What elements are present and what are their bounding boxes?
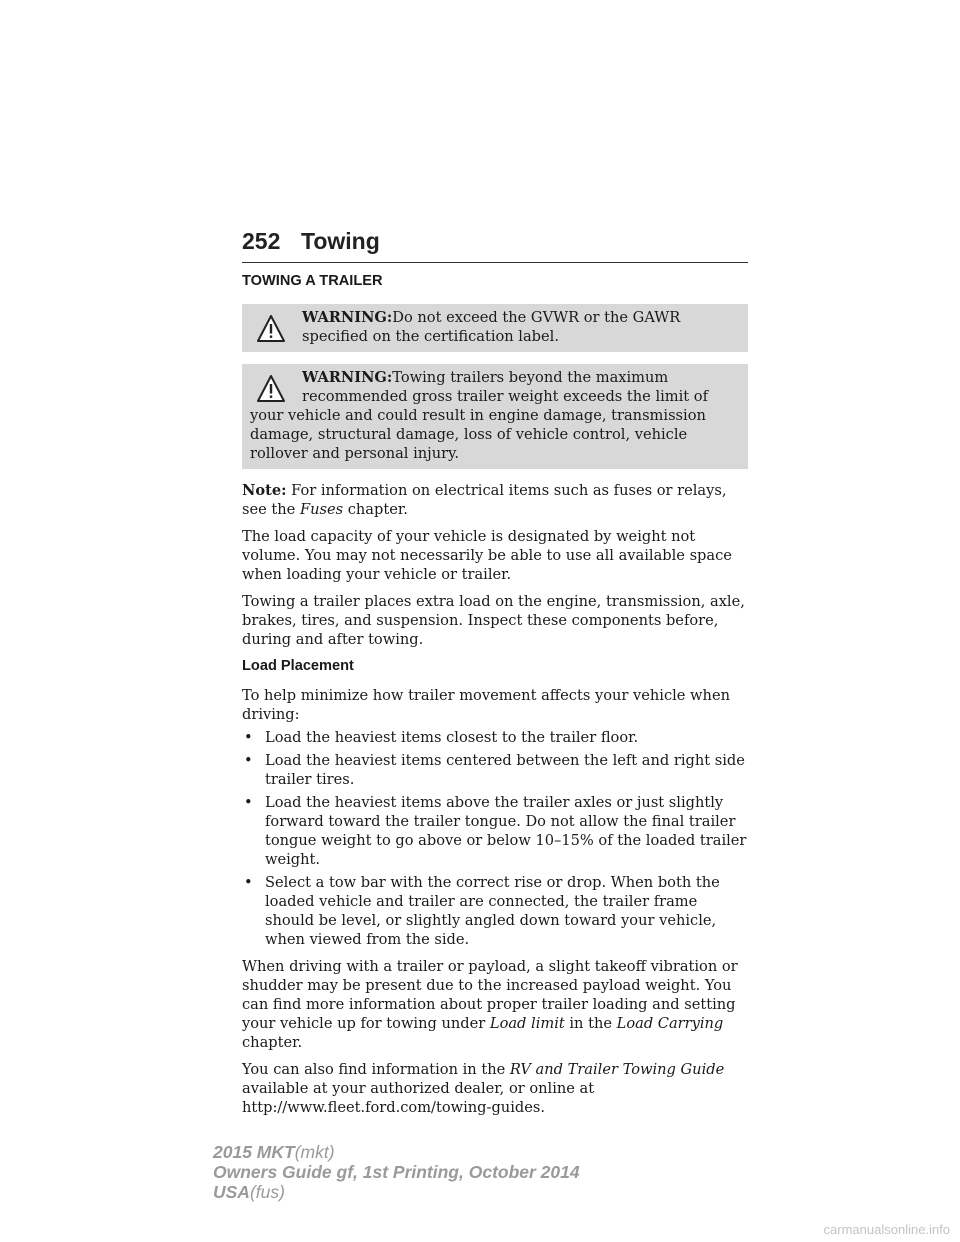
note-tail: chapter. <box>347 501 408 518</box>
guide-tail: available at your authorized dealer, or online at http://www.fleet.ford.com/towing-guides. <box>242 1080 595 1116</box>
warning-text-2 <box>250 368 740 463</box>
bullet: • <box>244 794 253 811</box>
chapter-title: Towing <box>301 228 380 254</box>
list-item-text: Select a tow bar with the correct rise or drop. When both the loaded vehicle and trailer are connected, the trailer frame should be level, or slightly angled down toward your vehicle, when viewed from the side. <box>265 874 720 948</box>
list-item <box>242 793 748 869</box>
footer-line-1 <box>213 1142 580 1162</box>
page-content <box>242 272 748 1125</box>
list-item-text: Load the heaviest items closest to the trailer floor. <box>265 729 639 746</box>
list-item-text: Load the heaviest items centered between the left and right side trailer tires. <box>265 752 745 788</box>
bullet: • <box>244 752 253 769</box>
bullet: • <box>244 874 253 891</box>
guide-ref: RV and Trailer Towing Guide <box>509 1061 725 1078</box>
list-item <box>242 728 748 747</box>
note-label: Note: <box>242 482 287 499</box>
footer-model: 2015 MKT <box>213 1142 295 1162</box>
note-paragraph <box>242 481 748 519</box>
warning-text-1 <box>250 308 740 346</box>
note-ref: Fuses <box>299 501 344 518</box>
payload-text: When driving with a trailer or payload, a slight takeoff vibration or shudder may be present due to the increased payload weight. You can find more information about proper trailer loading and setting your vehicle up for towing under <box>242 958 738 1032</box>
page-header <box>242 228 748 263</box>
warning-box-2 <box>242 364 748 469</box>
paragraph-extra-load: Towing a trailer places extra load on the engine, transmission, axle, brakes, tires, and suspension. Inspect these components before, during and after towing. <box>242 593 745 648</box>
paragraph-payload <box>242 957 748 1052</box>
warning-box-1 <box>242 304 748 352</box>
section-title: TOWING A TRAILER <box>242 273 383 289</box>
note-text: For information on electrical items such as fuses or relays, see the <box>242 482 727 518</box>
print-footer <box>213 1142 580 1202</box>
warning-triangle-icon <box>256 312 286 346</box>
footer-line-2: Owners Guide gf, 1st Printing, October 2014 <box>213 1162 580 1182</box>
paragraph-guide <box>242 1060 748 1117</box>
payload-mid: in the <box>569 1015 612 1032</box>
footer-market-code: (fus) <box>249 1182 285 1202</box>
load-placement-heading: Load Placement <box>242 658 354 674</box>
load-placement-list <box>242 728 748 949</box>
watermark: carmanualsonline.info <box>823 1222 950 1237</box>
warning-triangle-icon <box>256 372 286 406</box>
load-placement-intro: To help minimize how trailer movement affects your vehicle when driving: <box>242 687 730 723</box>
warning-label-1: WARNING: <box>302 309 393 326</box>
warning-body-1: Do not exceed the GVWR or the GAWR specified on the certification label. <box>302 309 681 345</box>
footer-model-code: (mkt) <box>294 1142 335 1162</box>
page-number: 252 <box>242 228 281 254</box>
guide-text: You can also find information in the <box>242 1061 506 1078</box>
footer-market: USA <box>213 1182 250 1202</box>
list-item-text: Load the heaviest items above the trailer axles or just slightly forward toward the trailer tongue. Do not allow the final trailer tongue weight to go above or below 10–15% of the loaded trailer weight. <box>265 794 747 868</box>
bullet: • <box>244 729 253 746</box>
paragraph-load-capacity: The load capacity of your vehicle is designated by weight not volume. You may not necessarily be able to use all available space when loading your vehicle or trailer. <box>242 528 732 583</box>
footer-line-3 <box>213 1182 580 1202</box>
warning-label-2: WARNING: <box>302 369 393 386</box>
list-item <box>242 873 748 949</box>
payload-ref-load-carrying: Load Carrying <box>616 1015 724 1032</box>
payload-tail: chapter. <box>242 1034 303 1051</box>
warning-body-2: Towing trailers beyond the maximum recommended gross trailer weight exceeds the limit of your vehicle and could result in engine damage, transmission damage, structural damage, loss of vehicle control, vehicle rollover and personal injury. <box>250 369 708 462</box>
list-item <box>242 751 748 789</box>
payload-ref-load-limit: Load limit <box>489 1015 565 1032</box>
